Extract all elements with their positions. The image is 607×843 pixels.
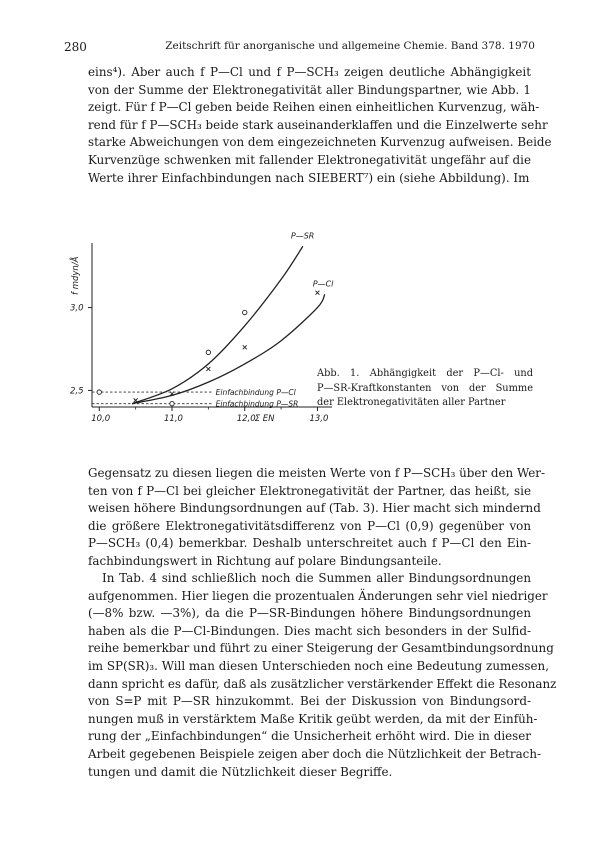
paragraph-1-line: rend für f P—SCH₃ beide stark auseinanderklaffen und die Einzelwerte sehr — [88, 117, 548, 132]
y-tick-label: 2,5 — [70, 386, 84, 397]
paragraph-3-line: In Tab. 4 sind schließlich noch die Summen aller Bindungsordnungen — [102, 571, 531, 585]
paragraph-2 — [88, 465, 545, 571]
x-tick-label: 12,0 — [236, 414, 256, 424]
paragraph-2-line: fachbindungswert in Richtung auf polare Bindungsanteile. — [88, 553, 442, 568]
paragraph-3-line: dann spricht es dafür, daß als zusätzlicher verstärkender Effekt die Resonanz — [88, 676, 557, 691]
x-tick-label: 11,0 — [164, 414, 183, 424]
x-tick-label: 13,0 — [309, 414, 329, 424]
data-point-cross — [315, 291, 319, 295]
paragraph-1-line: zeigt. Für f P—Cl geben beide Reihen einen einheitlichen Kurvenzug, wäh- — [88, 100, 540, 115]
x-axis-label: Σ EN — [254, 414, 275, 424]
paragraph-2-line: Gegensatz zu diesen liegen die meisten Werte von f P—SCH₃ über den Wer- — [88, 466, 545, 480]
reference-line-label: Einfachbindung P—SR — [215, 399, 299, 409]
paragraph-1-line: von der Summe der Elektronegativität aller Bindungspartner, wie Abb. 1 — [88, 82, 531, 97]
series-curve — [132, 246, 303, 403]
caption-line: Abb. 1. Abhängigkeit der P—Cl- und — [317, 368, 533, 379]
figure-1-caption — [317, 367, 533, 411]
paragraph-3-line: tungen und damit die Nützlichkeit dieser Begriffe. — [88, 764, 393, 779]
data-point-circle — [170, 401, 174, 405]
paragraph-3-line: Arbeit gegebenen Beispiele zeigen aber doch die Nützlichkeit der Betrach- — [88, 746, 542, 761]
paragraph-3-line: aufgenommen. Hier liegen die prozentualen Änderungen sehr viel niedriger — [88, 588, 548, 603]
paragraph-1-line: Kurvenzüge schwenken mit fallender Elektronegativität ungefähr auf die — [88, 152, 531, 167]
data-point-circle — [243, 310, 247, 314]
page-number: 280 — [64, 40, 87, 54]
figure-1-chart — [60, 225, 360, 425]
paragraph-3-line: im SP(SR)₃. Will man diesen Unterschieden noch eine Bedeutung zumessen, — [88, 658, 549, 673]
paragraph-3-line: von S=P mit P—SR hinzukommt. Bei der Diskussion von Bindungsord- — [88, 694, 531, 709]
paragraph-1 — [88, 64, 552, 187]
series-label: P—SR — [290, 231, 315, 241]
paragraph-3 — [88, 570, 557, 781]
reference-line-label: Einfachbindung P—Cl — [215, 388, 296, 398]
series-label: P—Cl — [312, 279, 334, 289]
data-point-cross — [243, 345, 247, 349]
x-tick-label: 10,0 — [91, 414, 111, 424]
paragraph-2-line: weisen höhere Bindungsordnungen auf (Tab. 3). Hier macht sich mindernd — [88, 501, 541, 516]
paragraph-3-line: haben als die P—Cl-Bindungen. Dies macht sich besonders in der Sulfid- — [88, 623, 531, 638]
paragraph-3-line: nungen muß in verstärktem Maße Kritik geübt werden, da mit der Einfüh- — [88, 711, 538, 726]
data-point-circle — [206, 350, 210, 354]
paragraph-3-line: (—8% bzw. —3%), da die P—SR-Bindungen höhere Bindungsordnungen — [88, 606, 531, 621]
data-point-circle — [97, 390, 101, 394]
paragraph-3-line: reihe bemerkbar und führt zu einer Steigerung der Gesamtbindungsordnung — [88, 641, 554, 656]
paragraph-2-line: P—SCH₃ (0,4) bemerkbar. Deshalb unterschreitet auch f P—Cl den Ein- — [88, 536, 531, 551]
paragraph-1-line: Werte ihrer Einfachbindungen nach SIEBERT⁷) ein (siehe Abbildung). Im — [88, 170, 530, 185]
paragraph-1-line: eins⁴). Aber auch f P—Cl und f P—SCH₃ zeigen deutliche Abhängigkeit — [88, 65, 531, 79]
paragraph-1-line: starke Abweichungen von dem eingezeichneten Kurvenzug aufweisen. Beide — [88, 135, 552, 150]
paragraph-2-line: die größere Elektronegativitätsdifferenz von P—Cl (0,9) gegenüber von — [88, 518, 531, 533]
journal-title: Zeitschrift für anorganische und allgemeine Chemie. Band 378. 1970 — [165, 40, 535, 52]
paragraph-2-line: ten von f P—Cl bei gleicher Elektronegativität der Partner, das heißt, sie — [88, 483, 531, 498]
caption-line: P—SR-Kraftkonstanten von der Summe — [317, 382, 533, 394]
caption-line: der Elektronegativitäten aller Partner — [317, 397, 506, 408]
y-axis-label: f mdyn/Å — [71, 256, 81, 295]
paragraph-3-line: rung der „Einfachbindungen“ die Unsicherheit erhöht wird. Die in dieser — [88, 729, 531, 744]
data-point-cross — [206, 367, 210, 371]
y-tick-label: 3,0 — [70, 303, 84, 314]
